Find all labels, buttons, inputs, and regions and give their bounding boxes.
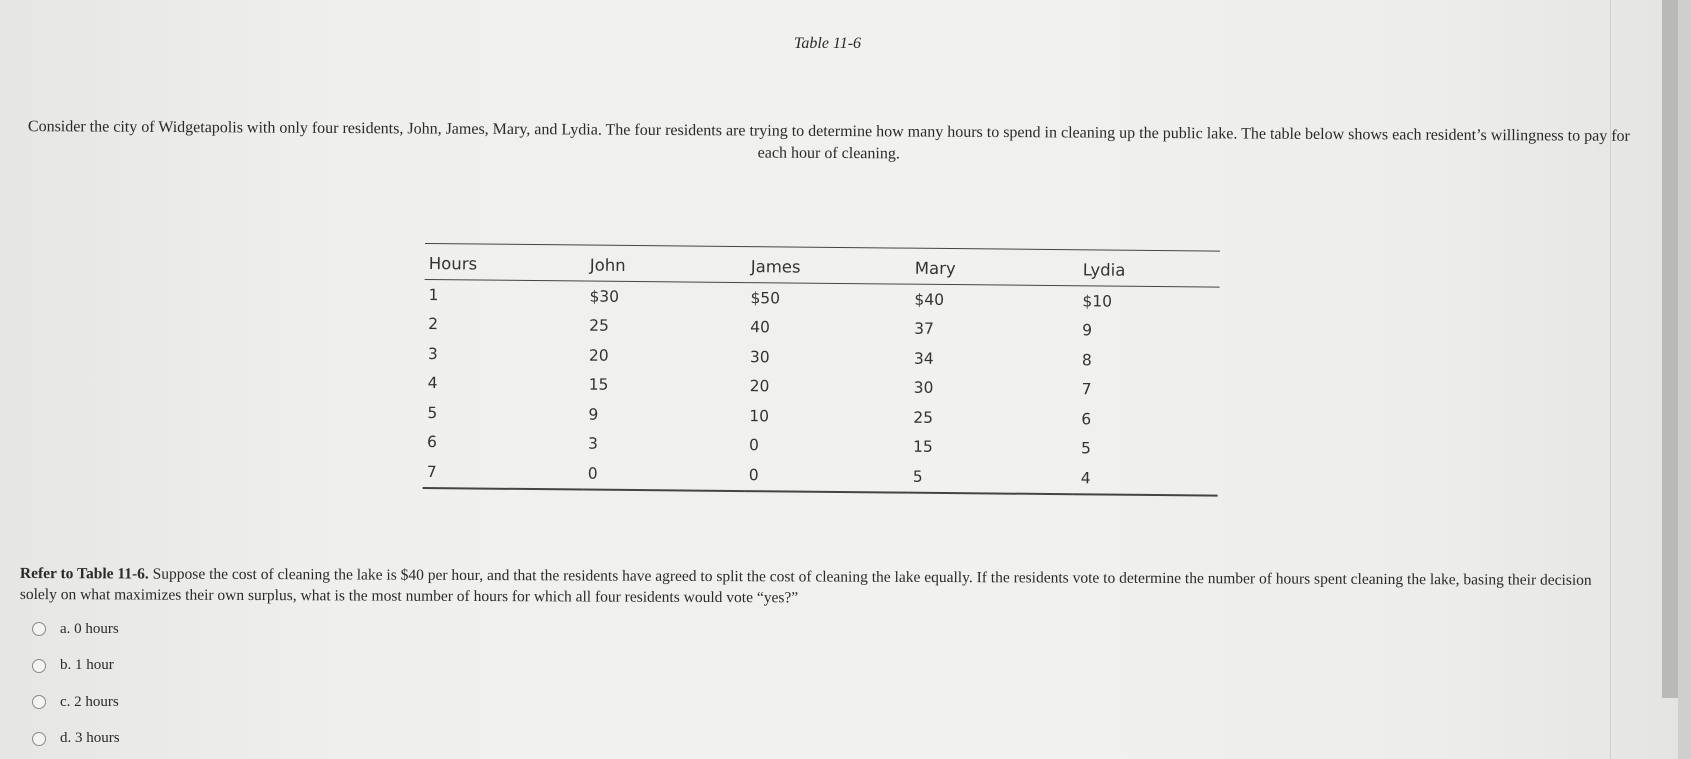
answer-label-c: c. 2 hours — [60, 693, 119, 710]
cell-james: 20 — [749, 377, 770, 396]
cell-lydia: $10 — [1082, 292, 1113, 311]
cell-mary: 15 — [912, 437, 933, 457]
cell-lydia: 6 — [1081, 410, 1092, 429]
radio-button-c[interactable] — [32, 695, 46, 709]
cell-hours: 5 — [427, 403, 438, 422]
cell-mary: 34 — [913, 349, 934, 368]
cell-james: $50 — [750, 288, 781, 308]
answer-label-b: b. 1 hour — [60, 657, 114, 674]
cell-lydia: 5 — [1080, 439, 1092, 458]
cell-mary: 37 — [914, 319, 935, 339]
answer-label-a: a. 0 hours — [60, 620, 119, 637]
question-text — [20, 563, 1610, 612]
table-row — [423, 457, 1218, 495]
cell-mary: 30 — [913, 378, 934, 398]
cell-lydia: 9 — [1082, 321, 1093, 340]
wtp-table-container — [423, 243, 1225, 496]
cell-john: 9 — [588, 405, 599, 424]
cell-james: 40 — [750, 318, 771, 337]
radio-button-d[interactable] — [32, 732, 46, 746]
cell-lydia: 8 — [1081, 351, 1092, 370]
column-header-hours: Hours — [425, 243, 586, 281]
cell-john: 20 — [588, 346, 609, 365]
radio-button-b[interactable] — [32, 659, 46, 673]
cell-mary: $40 — [914, 290, 945, 309]
cell-lydia: 7 — [1081, 380, 1092, 399]
answer-options — [32, 611, 120, 757]
cell-mary: 25 — [913, 408, 934, 427]
cell-hours: 4 — [427, 374, 438, 393]
content-edge-divider — [1610, 0, 1611, 759]
question-reference: Refer to Table 11-6. — [19, 565, 149, 583]
cell-hours: 7 — [423, 457, 584, 489]
intro-paragraph: Consider the city of Widgetapolis with only four residents, John, James, Mary, and Lydia. The four residents are trying to determine how many hours to spend in cleaning up the public lake. The table below shows each resident’s willingness to pay for each hour of cleaning. — [27, 118, 1630, 163]
answer-option-a[interactable] — [32, 611, 120, 648]
cell-hours: 1 — [428, 285, 439, 304]
question-body: Suppose the cost of cleaning the lake is $40 per hour, and that the residents have agreed to split the cost of cleaning the lake equally. If the residents vote to determine the number of hours spent cleaning the lake, basing their decision solely on what maximizes their own surplus, what is the most number of hours for which all four residents would vote “yes?” — [19, 565, 1592, 607]
answer-label-d: d. 3 hours — [60, 730, 120, 747]
table-title: Table 11-6 — [793, 35, 862, 52]
cell-hours: 6 — [427, 433, 438, 452]
radio-button-a[interactable] — [32, 622, 46, 636]
answer-option-b[interactable] — [32, 648, 120, 685]
cell-james: 0 — [748, 436, 760, 455]
cell-john: 15 — [588, 375, 609, 395]
cell-james: 30 — [749, 347, 770, 367]
cell-john: $30 — [589, 287, 620, 306]
cell-john: 0 — [584, 459, 745, 491]
cell-james: 0 — [745, 460, 909, 492]
cell-james: 10 — [749, 406, 770, 426]
column-header-john: John — [586, 245, 747, 283]
cell-john: 25 — [589, 316, 610, 336]
cell-hours: 2 — [428, 315, 439, 334]
scrollbar-track[interactable] — [1678, 0, 1691, 759]
column-header-james: James — [747, 247, 911, 285]
answer-option-d[interactable] — [32, 721, 120, 758]
column-header-mary: Mary — [911, 248, 1075, 286]
column-header-lydia: Lydia — [1075, 250, 1220, 287]
scrollbar-thumb[interactable] — [1662, 0, 1678, 698]
cell-lydia: 4 — [1073, 463, 1218, 495]
cell-hours: 3 — [427, 344, 438, 363]
cell-john: 3 — [587, 434, 599, 453]
answer-option-c[interactable] — [32, 684, 120, 721]
cell-mary: 5 — [909, 462, 1073, 494]
wtp-table — [423, 243, 1220, 496]
